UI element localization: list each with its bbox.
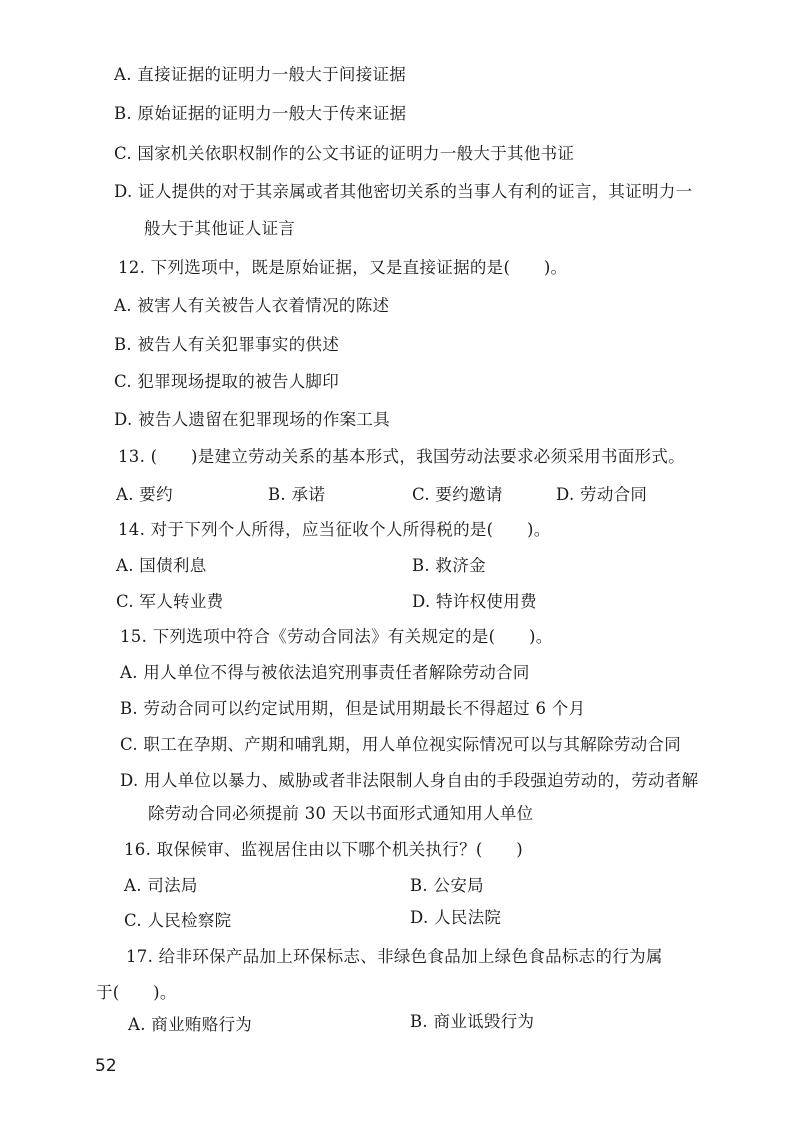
q15-option-d-line2: 除劳动合同必须提前 30 天以书面形式通知用人单位	[148, 804, 534, 823]
q17-stem-line2: 于( )。	[96, 983, 177, 1002]
q15-stem: 15. 下列选项中符合《劳动合同法》有关规定的是( )。	[120, 627, 553, 646]
q15-option-b: B. 劳动合同可以约定试用期，但是试用期最长不得超过 6 个月	[120, 699, 586, 718]
q13-option-d: D. 劳动合同	[556, 485, 648, 504]
q17-stem-line1: 17. 给非环保产品加上环保标志、非绿色食品加上绿色食品标志的行为属	[126, 947, 663, 966]
q13-option-a: A. 要约	[116, 485, 173, 504]
q16-option-c: C. 人民检察院	[124, 911, 232, 930]
q17-option-a: A. 商业贿赂行为	[128, 1015, 253, 1034]
q14-option-c: C. 军人转业费	[116, 592, 224, 611]
q11-option-c: C. 国家机关依职权制作的公文书证的证明力一般大于其他书证	[114, 144, 575, 163]
q12-option-a: A. 被害人有关被告人衣着情况的陈述	[114, 296, 390, 315]
q15-option-a: A. 用人单位不得与被依法追究刑事责任者解除劳动合同	[120, 663, 530, 682]
q13-option-c: C. 要约邀请	[412, 485, 503, 504]
q16-option-d: D. 人民法院	[410, 908, 502, 927]
q13-option-b: B. 承诺	[268, 485, 326, 504]
q15-option-c: C. 职工在孕期、产期和哺乳期，用人单位视实际情况可以与其解除劳动合同	[120, 735, 682, 754]
q12-option-b: B. 被告人有关犯罪事实的供述	[114, 335, 340, 354]
q14-stem: 14. 对于下列个人所得，应当征收个人所得税的是( )。	[118, 520, 551, 539]
q16-stem: 16. 取保候审、监视居住由以下哪个机关执行？( )	[124, 840, 523, 859]
q12-option-d: D. 被告人遗留在犯罪现场的作案工具	[114, 410, 391, 429]
q17-option-b: B. 商业诋毁行为	[410, 1012, 535, 1031]
q16-option-a: A. 司法局	[124, 876, 198, 895]
q12-stem: 12. 下列选项中，既是原始证据，又是直接证据的是( )。	[118, 258, 568, 277]
q11-option-b: B. 原始证据的证明力一般大于传来证据	[114, 104, 407, 123]
q14-option-a: A. 国债利息	[116, 556, 207, 575]
q14-option-b: B. 救济金	[412, 556, 486, 575]
q15-option-d-line1: D. 用人单位以暴力、威胁或者非法限制人身自由的手段强迫劳动的，劳动者解	[120, 771, 699, 790]
q14-option-d: D. 特许权使用费	[412, 592, 537, 611]
q13-stem: 13. ( )是建立劳动关系的基本形式，我国劳动法要求必须采用书面形式。	[118, 447, 685, 466]
q16-option-b: B. 公安局	[410, 876, 484, 895]
q12-option-c: C. 犯罪现场提取的被告人脚印	[114, 372, 340, 391]
q11-option-d-line2: 般大于其他证人证言	[144, 219, 296, 238]
page-number: 52	[95, 1056, 117, 1076]
q11-option-a: A. 直接证据的证明力一般大于间接证据	[114, 65, 407, 84]
q11-option-d-line1: D. 证人提供的对于其亲属或者其他密切关系的当事人有利的证言，其证明力一	[114, 182, 693, 201]
